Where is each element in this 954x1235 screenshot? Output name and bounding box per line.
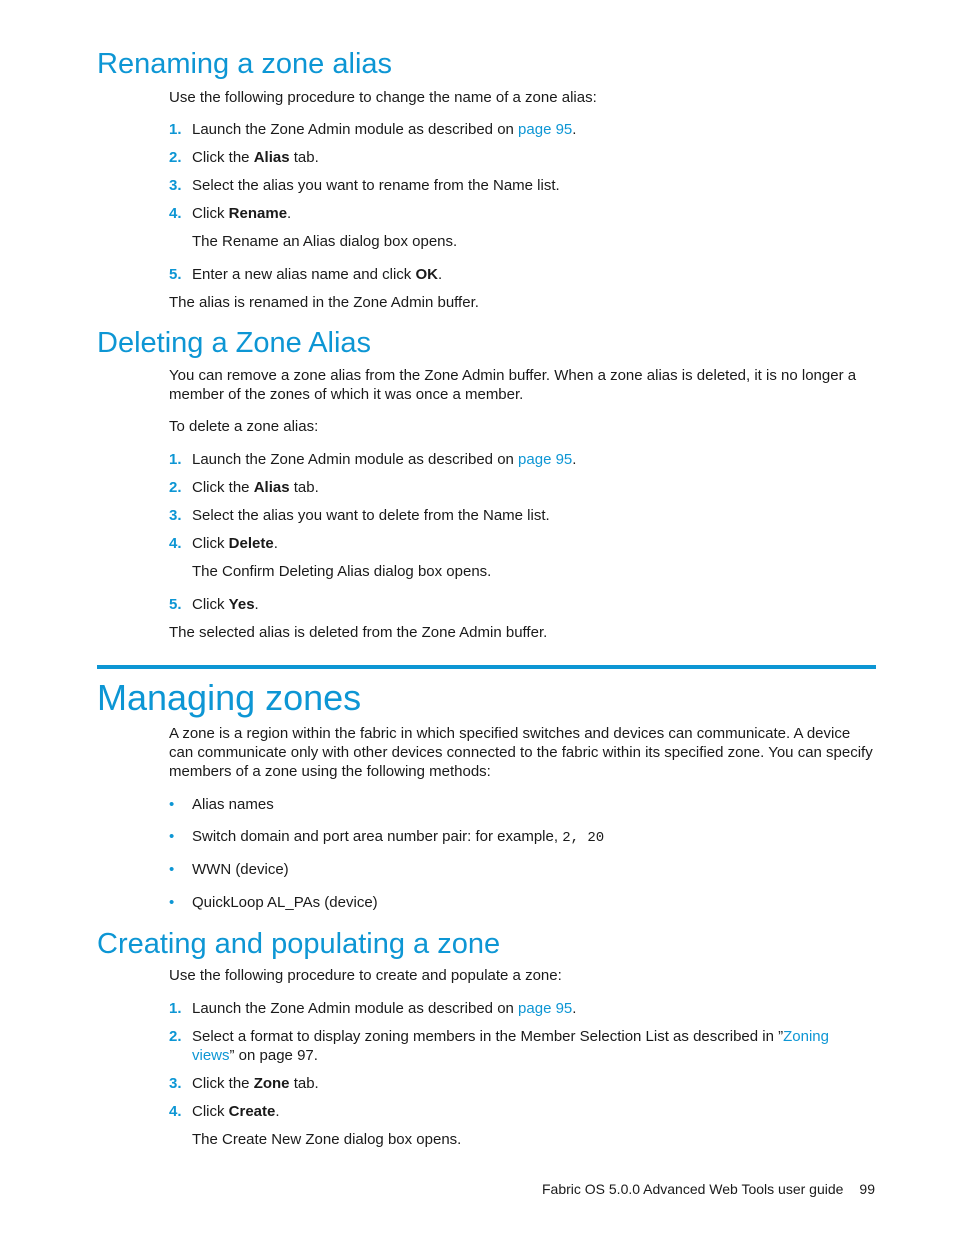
bullet-icon: • — [169, 861, 175, 878]
step-text-end: tab. — [289, 149, 319, 166]
step-text: Click — [192, 205, 229, 222]
step-text: Launch the Zone Admin module as described on — [192, 1000, 519, 1017]
chapter-title-managing-zones: Managing zones — [97, 677, 362, 718]
step-number: 3. — [169, 177, 182, 194]
step-text-end: . — [254, 596, 259, 613]
section-intro: A zone is a region within the fabric in which specified switches and devices can communicate. A device can communicate only with other devices connected to the fabric within its specified zone. You can specify members of a zone using the following methods: — [169, 725, 873, 780]
section-result: The alias is renamed in the Zone Admin buffer. — [169, 294, 479, 311]
step-text-end: tab. — [289, 1075, 319, 1092]
bullet-text: QuickLoop AL_PAs (device) — [192, 894, 378, 911]
step-text: Select a format to display zoning members in the Member Selection List as described in ” — [192, 1028, 784, 1045]
step-text-end: ” on page 97. — [229, 1047, 318, 1064]
step-text: Click — [192, 1103, 229, 1120]
footer-title: Fabric OS 5.0.0 Advanced Web Tools user guide — [541, 1181, 844, 1197]
step-text: Select the alias you want to delete from the Name list. — [192, 507, 550, 524]
step-text-end: . — [572, 451, 577, 468]
step-text: Click — [192, 596, 229, 613]
step-text: Enter a new alias name and click — [192, 266, 416, 283]
section-intro: Use the following procedure to change the name of a zone alias: — [169, 89, 597, 106]
step-result: The Create New Zone dialog box opens. — [192, 1131, 462, 1148]
ui-label-yes: Yes — [228, 596, 255, 613]
page-link[interactable]: page 95 — [518, 1000, 573, 1017]
ui-label-alias: Alias — [253, 479, 290, 496]
step-text: Click the — [192, 1075, 254, 1092]
step-text-end: tab. — [289, 479, 319, 496]
step-text-end: . — [437, 266, 443, 283]
section-intro: You can remove a zone alias from the Zone Admin buffer. When a zone alias is deleted, it is no longer a member of the zones of which it was once a member. — [169, 367, 857, 403]
step-text: Click the — [192, 479, 254, 496]
step-number: 4. — [169, 205, 182, 222]
bullet-text: Switch domain and port area number pair: for example, — [192, 828, 563, 845]
section-title-deleting-zone-alias: Deleting a Zone Alias — [97, 327, 372, 359]
page-link[interactable]: page 95 — [518, 451, 573, 468]
step-text-end: . — [273, 535, 278, 552]
bullet-icon: • — [169, 894, 175, 911]
bullet-icon: • — [169, 796, 175, 813]
step-text: Select the alias you want to rename from the Name list. — [192, 177, 560, 194]
ui-label-delete: Delete — [228, 535, 274, 552]
step-text-end: . — [572, 121, 577, 138]
page-number: 99 — [859, 1181, 875, 1197]
step-text: Launch the Zone Admin module as described on — [192, 121, 519, 138]
step-number: 1. — [169, 451, 182, 468]
step-result: The Rename an Alias dialog box opens. — [192, 233, 458, 250]
step-text: Click — [192, 535, 229, 552]
section-intro: Use the following procedure to create and populate a zone: — [169, 967, 562, 984]
bullet-icon: • — [169, 828, 175, 845]
step-number: 3. — [169, 1075, 182, 1092]
step-number: 5. — [169, 266, 182, 283]
page-link[interactable]: page 95 — [518, 121, 573, 138]
step-text-end: . — [275, 1103, 280, 1120]
step-text: Click the — [192, 149, 254, 166]
ui-label-zone: Zone — [253, 1075, 290, 1092]
code-example: 2, 20 — [562, 830, 605, 846]
step-number: 4. — [169, 1103, 182, 1120]
chapter-divider — [97, 665, 876, 669]
step-number: 2. — [169, 1028, 182, 1045]
section-result: The selected alias is deleted from the Zone Admin buffer. — [169, 624, 548, 641]
step-number: 5. — [169, 596, 182, 613]
step-number: 2. — [169, 149, 182, 166]
step-text-end: . — [287, 205, 292, 222]
step-text: Launch the Zone Admin module as described on — [192, 451, 519, 468]
step-number: 3. — [169, 507, 182, 524]
section-title-creating-zone: Creating and populating a zone — [97, 928, 501, 960]
zoning-views-link[interactable]: Zoning views — [192, 1028, 829, 1064]
step-text-end: . — [572, 1000, 577, 1017]
page-footer — [542, 1180, 875, 1198]
step-result: The Confirm Deleting Alias dialog box opens. — [192, 563, 492, 580]
step-number: 4. — [169, 535, 182, 552]
section-title-renaming-zone-alias: Renaming a zone alias — [97, 48, 393, 80]
step-number: 1. — [169, 1000, 182, 1017]
step-number: 1. — [169, 121, 182, 138]
step-number: 2. — [169, 479, 182, 496]
ui-label-create: Create — [228, 1103, 276, 1120]
bullet-text: WWN (device) — [192, 861, 289, 878]
ui-label-alias: Alias — [253, 149, 290, 166]
ui-label-rename: Rename — [228, 205, 288, 222]
ui-label-ok: OK — [415, 266, 438, 283]
bullet-text: Alias names — [192, 796, 274, 813]
section-intro-2: To delete a zone alias: — [169, 418, 319, 435]
